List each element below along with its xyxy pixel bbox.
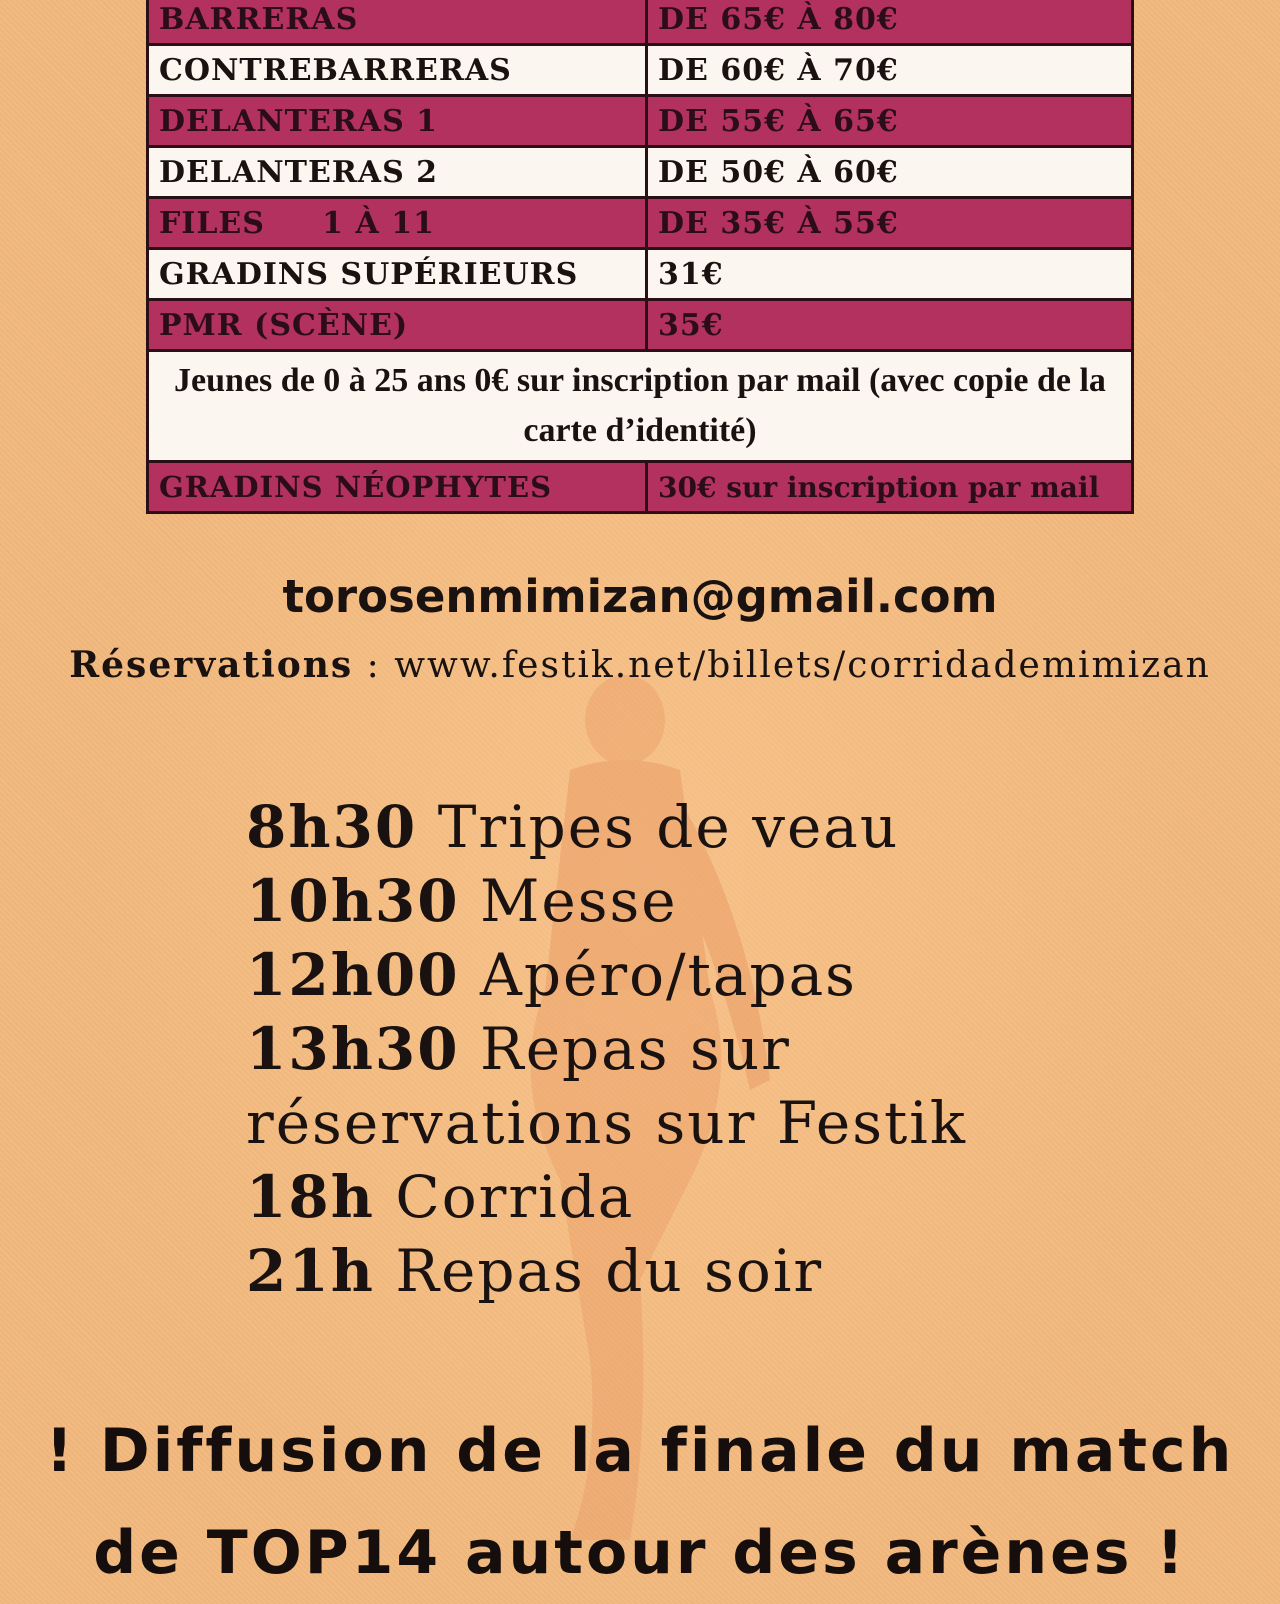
price-row — [148, 198, 1133, 249]
schedule-item — [246, 1160, 1126, 1234]
seat-price: DE 35€ À 55€ — [647, 198, 1133, 249]
schedule-time: 18h — [246, 1163, 375, 1231]
reservations-line — [0, 644, 1280, 686]
schedule-time: 10h30 — [246, 867, 460, 935]
price-row — [148, 45, 1133, 96]
schedule-time: 13h30 — [246, 1015, 460, 1083]
seat-category: DELANTERAS 2 — [148, 147, 647, 198]
schedule-time: 21h — [246, 1237, 375, 1305]
schedule-time: 12h00 — [246, 941, 460, 1009]
top14-banner — [0, 1400, 1280, 1604]
reservations-link[interactable]: www.festik.net/billets/corridademimizan — [394, 645, 1211, 686]
schedule-item — [246, 1234, 1126, 1308]
seat-price: DE 50€ À 60€ — [647, 147, 1133, 198]
price-row — [148, 147, 1133, 198]
seat-category: BARRERAS — [148, 0, 647, 45]
youth-note-row — [148, 351, 1133, 462]
banner-line-2: de TOP14 autour des arènes ! — [93, 1518, 1187, 1588]
seat-category: GRADINS SUPÉRIEURS — [148, 249, 647, 300]
price-table — [146, 0, 1134, 514]
schedule-time: 8h30 — [246, 793, 418, 861]
schedule-label: Messe — [480, 867, 678, 935]
seat-category: PMR (SCÈNE) — [148, 300, 647, 351]
price-row — [148, 0, 1133, 45]
seat-price: DE 60€ À 70€ — [647, 45, 1133, 96]
day-schedule — [246, 790, 1126, 1308]
schedule-label: Apéro/tapas — [480, 941, 857, 1009]
schedule-item — [246, 938, 1126, 1012]
schedule-item — [246, 790, 1126, 864]
seat-category: FILES 1 À 11 — [148, 198, 647, 249]
price-row — [148, 96, 1133, 147]
schedule-item — [246, 1012, 1126, 1160]
schedule-label: Tripes de veau — [437, 793, 900, 861]
neophytes-category: GRADINS NÉOPHYTES — [148, 462, 647, 513]
reservations-label: Réservations — [69, 644, 354, 686]
contact-email[interactable]: torosenmimizan@gmail.com — [282, 570, 998, 623]
price-row — [148, 249, 1133, 300]
seat-category: DELANTERAS 1 — [148, 96, 647, 147]
schedule-label: Repas sur réservations sur Festik — [246, 1015, 967, 1157]
seat-price: DE 55€ À 65€ — [647, 96, 1133, 147]
price-row — [148, 300, 1133, 351]
schedule-label: Repas du soir — [395, 1237, 824, 1305]
neophytes-row — [148, 462, 1133, 513]
youth-note: Jeunes de 0 à 25 ans 0€ sur inscription par mail (avec copie de la carte d’identité) — [148, 351, 1133, 462]
neophytes-price: 30€ sur inscription par mail — [647, 462, 1133, 513]
seat-price: 31€ — [647, 249, 1133, 300]
reservations-separator: : — [353, 645, 395, 686]
seat-price: DE 65€ À 80€ — [647, 0, 1133, 45]
banner-line-1: ! Diffusion de la finale du match — [45, 1416, 1235, 1486]
schedule-item — [246, 864, 1126, 938]
seat-price: 35€ — [647, 300, 1133, 351]
schedule-label: Corrida — [395, 1163, 635, 1231]
seat-category: CONTREBARRERAS — [148, 45, 647, 96]
